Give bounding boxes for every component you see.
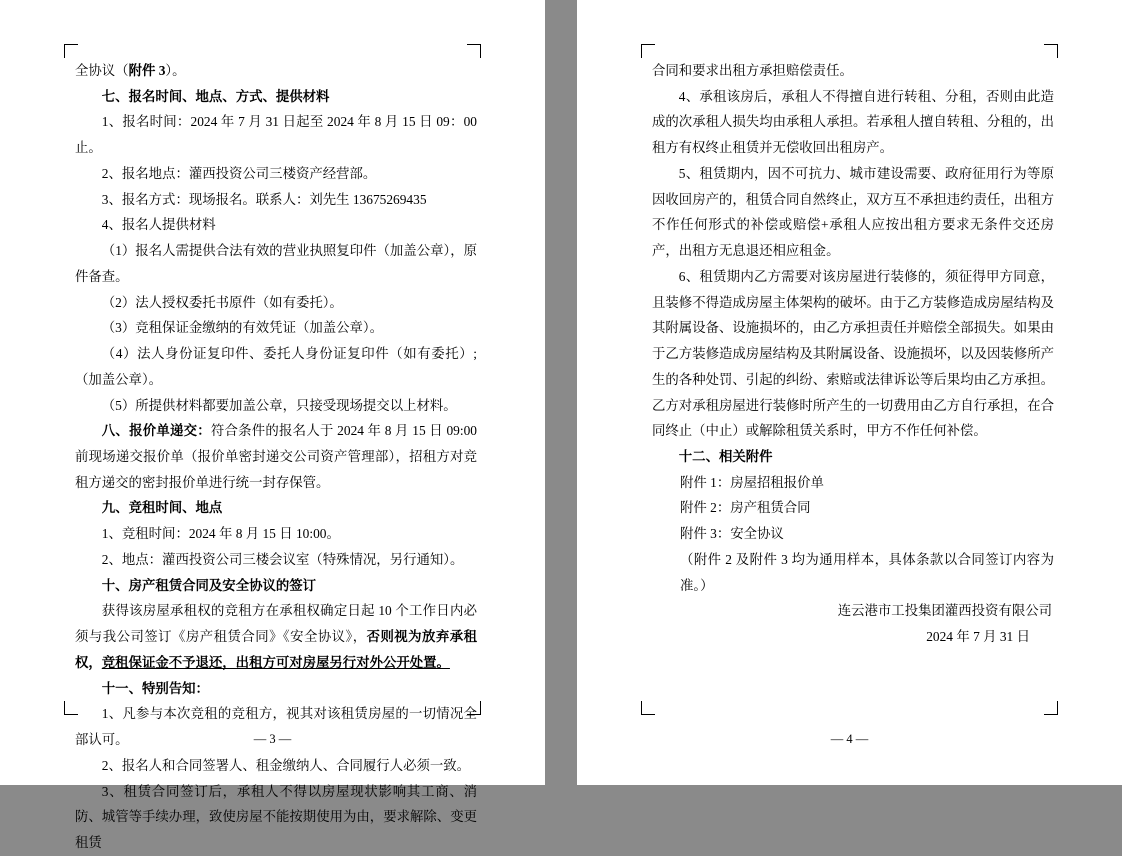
crop-mark-bottom-right [1044,701,1058,715]
document-page-4 [577,0,1122,785]
paragraph: 八、报价单递交：符合条件的报名人于 2024 年 8 月 15 日 09:00 前现场递交报价单（报价单密封递交公司资产管理部），招租方对竞租方递交的密封报价单进行统一封存保管。 [75,423,477,490]
paragraph: 连云港市工投集团灌西投资有限公司 [837,603,1052,619]
paragraph: （4）法人身份证复印件、委托人身份证复印件（如有委托）;（加盖公章）。 [75,346,477,387]
crop-mark-top-left [641,44,655,58]
paragraph: 1、凡参与本次竞租的竞租方，视其对该租赁房屋的一切情况全部认可。 [75,706,477,748]
document-page-3 [0,0,545,851]
paragraph: （3）竞租保证金缴纳的有效凭证（加盖公章）。 [101,320,383,336]
paragraph: 全协议（附件 3）。 [75,63,186,78]
paragraph: 合同和要求出租方承担赔偿责任。 [652,63,853,78]
paragraph: （2）法人授权委托书原件（如有委托）。 [101,294,343,310]
paragraph: 十二、相关附件 [678,449,773,465]
crop-mark-top-left [64,44,78,58]
page-body-text [652,58,1054,650]
paragraph: 2、报名地点：灌西投资公司三楼资产经营部。 [101,165,377,181]
paragraph: （附件 2 及附件 3 均为通用样本，具体条款以合同签订内容为准。） [680,551,1054,593]
paragraph: 3、报名方式：现场报名。联系人：刘先生 13675269435 [101,191,427,207]
page-number: — 4 — [830,732,869,746]
paragraph: 4、报名人提供材料 [101,217,216,233]
paragraph: 1、报名时间：2024 年 7 月 31 日起至 2024 年 8 月 15 日 09：00 止。 [75,114,477,156]
paragraph: 获得该房屋承租权的竞租方在承租权确定日起 10 个工作日内必须与我公司签订《房产租赁合同》《安全协议》，否则视为放弃承租权，竞租保证金不予退还，出租方可对房屋另行对外公开处置。 [75,603,478,670]
paragraph: 附件 2：房产租赁合同 [680,500,811,516]
paragraph: （1）报名人需提供合法有效的营业执照复印件（加盖公章），原件备查。 [75,243,477,284]
page-number: — 3 — [253,732,292,746]
paragraph: 6、租赁期内乙方需要对该房屋进行装修的，须征得甲方同意，且装修不得造成房屋主体架构的破坏。由于乙方装修造成房屋结构及其附属设备、设施损坏的，由乙方承担责任并赔偿全部损失。如果由于乙方装修造成房屋结构及其附属设备、设施损坏，以及因装修所产生的各种处罚、引起的纠纷、索赔或法律诉讼等后果均由乙方承担。乙方对承租房屋进行装修时所产生的一切费用由乙方自行承担，在合同终止（中止）或解除租赁关系时，甲方不作任何补偿。 [652,268,1054,439]
paragraph: 1、竞租时间：2024 年 8 月 15 日 10:00。 [101,526,340,542]
paragraph: 十、房产租赁合同及安全协议的签订 [101,577,317,593]
paragraph: 2、报名人和合同签署人、租金缴纳人、合同履行人必须一致。 [101,757,471,773]
paragraph: 十一、特别告知： [101,680,209,696]
paragraph: 七、报名时间、地点、方式、提供材料 [101,88,330,104]
paragraph: （5）所提供材料都要加盖公章，只接受现场提交以上材料。 [101,397,457,413]
paragraph: 4、承租该房后，承租人不得擅自进行转租、分租，否则由此造成的次承租人损失均由承租人承担。若承租人擅自转租、分租的，出租方有权终止租赁并无偿收回出租房产。 [652,88,1054,156]
paragraph: 附件 3：安全协议 [680,526,784,542]
crop-mark-bottom-left [641,701,655,715]
paragraph: 2024 年 7 月 31 日 [926,629,1030,645]
paragraph: 附件 1：房屋招租报价单 [680,474,824,490]
paragraph: 3、租赁合同签订后，承租人不得以房屋现状影响其工商、消防、城管等手续办理，致使房屋不能按期使用为由，要求解除、变更租赁 [75,783,477,851]
paragraph: 5、租赁期内，因不可抗力、城市建设需要、政府征用行为等原因收回房产的，租赁合同自然终止，双方互不承担违约责任，出租方不作任何形式的补偿或赔偿+承租人应按出租方要求无条件交还房产，出租方无息退还相应租金。 [652,165,1054,259]
paragraph: 2、地点：灌西投资公司三楼会议室（特殊情况，另行通知）。 [101,551,464,567]
paragraph: 九、竞租时间、地点 [101,500,223,516]
crop-mark-top-right [1044,44,1058,58]
crop-mark-top-right [467,44,481,58]
